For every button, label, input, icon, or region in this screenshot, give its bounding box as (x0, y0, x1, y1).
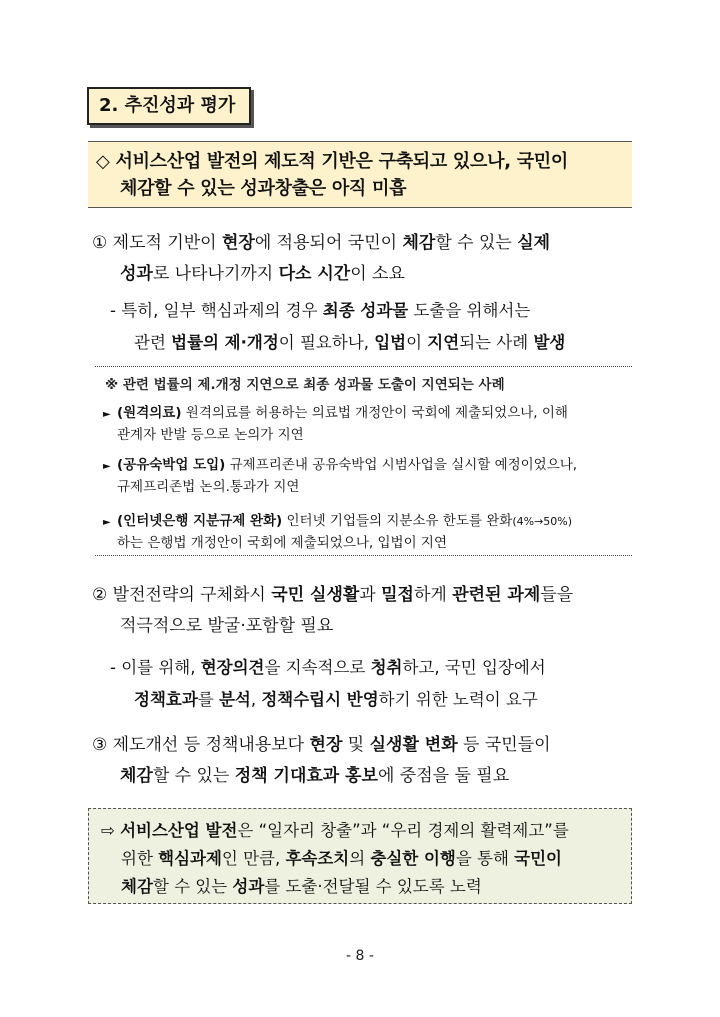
sub-1-g: 입법 (374, 333, 407, 352)
conclusion-b: 서비스산업 발전 (120, 821, 238, 840)
conclusion-l: 체감 (121, 877, 153, 896)
conclusion-e: 핵심과제 (158, 849, 222, 868)
item-3-g: 할 수 있는 (152, 766, 235, 786)
conclusion-n: 성과 (232, 877, 265, 896)
sub-1 (110, 295, 644, 359)
item-1-marker: ① (92, 233, 108, 253)
item-1-text-c: 에 적용되어 국민이 (254, 233, 403, 253)
note-item-1-text2: 관계자 반발 등으로 논의가 지연 (117, 427, 304, 443)
sub-2-row2 (110, 684, 644, 716)
conclusion-d: 위한 (121, 849, 159, 868)
note-item-3-text1: 인터넷 기업들의 지분소유 한도를 완화 (282, 513, 513, 529)
conclusion-o: 를 도출·전달될 수 있도록 노력 (264, 877, 482, 896)
sub-2-c: 을 지속적으로 (264, 658, 371, 677)
note-item-3-text2: 하는 은행법 개정안이 국회에 제출되었으나, 입법이 지연 (117, 535, 447, 551)
item-2-b: 국민 실생활 (271, 585, 360, 605)
sub-1-f: 이 필요하나, (278, 333, 375, 352)
sub-2-f: 정책효과 (134, 690, 198, 709)
item-3-d: 실생활 변화 (369, 735, 458, 755)
sub-1-j: 되는 사례 (459, 333, 534, 352)
conclusion-f: 인 만큼, (221, 849, 286, 868)
item-3-i: 에 중점을 둘 필요 (377, 766, 510, 786)
conclusion-j: 을 통해 (455, 849, 515, 868)
item-2-g: 들을 (540, 585, 574, 605)
sub-1-k: 발생 (533, 333, 566, 352)
sub-1-d: 관련 (134, 333, 172, 352)
item-3-row2 (92, 761, 644, 792)
page-number: - 8 - (346, 948, 374, 964)
conclusion-i: 충실한 이행 (370, 849, 456, 868)
sub-2-d: 청취 (370, 658, 403, 677)
item-1 (92, 228, 644, 290)
item-2-f: 관련된 과제 (452, 585, 541, 605)
sub-2-i: , (250, 690, 262, 709)
sub-2-k: 하기 위한 노력이 요구 (378, 690, 538, 709)
note-item-1 (103, 403, 628, 446)
sub-2-b: 현장의견 (200, 658, 265, 677)
item-3-h: 정책 기대효과 홍보 (234, 766, 378, 786)
item-2-marker: ② (92, 585, 108, 605)
note-item-1-text1: 원격의료를 허용하는 의료법 개정안이 국회에 제출되었으나, 이해 (181, 405, 568, 421)
item-2-a: 발전전략의 구체화시 (112, 585, 272, 605)
sub-2-e: 하고, 국민 입장에서 (402, 658, 546, 677)
note-item-3-small: (4%→50%) (512, 515, 573, 528)
item-1-text-d: 체감 (402, 233, 436, 253)
sub-1-c: 도출을 위해서는 (408, 301, 531, 320)
note-item-2-text1: 규제프리존내 공유숙박업 시범사업을 실시할 예정이었으나, (225, 457, 578, 473)
sub-2 (110, 652, 644, 716)
item-2 (92, 580, 644, 642)
section-title: 2. 추진성과 평가 (87, 87, 251, 125)
conclusion-g: 후속조치 (285, 849, 350, 868)
conclusion-k: 국민이 (514, 849, 562, 868)
triangle-bullet-icon: ► (103, 409, 111, 420)
conclusion-row3 (101, 873, 631, 901)
item-3-marker: ③ (92, 735, 108, 755)
item-1-text-h: 로 나타나기까지 (152, 264, 279, 284)
sub-2-j: 정책수립시 반영 (261, 690, 379, 709)
note-item-2-tag: (공유숙박업 도입) (117, 457, 226, 473)
sub-1-e: 법률의 제·개정 (171, 333, 279, 352)
summary-box (88, 141, 632, 208)
note-item-2-text2: 규제프리존법 논의.통과가 지연 (117, 479, 300, 495)
item-1-text-f: 실제 (517, 233, 551, 253)
sub-1-a: - 특히, 일부 핵심과제의 경우 (110, 301, 323, 320)
conclusion-m: 할 수 있는 (152, 877, 233, 896)
conclusion-h: 의 (349, 849, 371, 868)
sub-1-i: 지연 (427, 333, 460, 352)
sub-2-h: 분석 (218, 690, 251, 709)
item-1-text-e: 할 수 있는 (435, 233, 518, 253)
summary-line2: 체감할 수 있는 성과창출은 아직 미흡 (120, 178, 407, 199)
note-title: ※ 관련 법률의 제.개정 지연으로 최종 성과물 도출이 지연되는 사례 (105, 377, 505, 393)
item-3-b: 현장 (309, 735, 343, 755)
summary-line1: ◇ 서비스산업 발전의 제도적 기반은 구축되고 있으나, 국민이 (96, 151, 568, 172)
item-2-c: 과 (359, 585, 382, 605)
triangle-bullet-icon: ► (103, 461, 111, 472)
item-2-e: 하게 (413, 585, 453, 605)
item-1-text-g: 성과 (120, 264, 153, 284)
note-item-1-tag: (원격의료) (117, 405, 182, 421)
item-1-row2 (92, 259, 644, 290)
note-item-3 (103, 511, 628, 554)
item-2-row2: 적극적으로 발굴·포함할 필요 (120, 616, 334, 636)
item-1-text-a: 제도적 기반이 (112, 233, 222, 253)
arrow-right-icon: ⇨ (101, 821, 121, 840)
sub-2-a: - 이를 위해, (110, 658, 201, 677)
item-3 (92, 730, 644, 792)
note-box (95, 366, 632, 556)
note-item-2 (103, 455, 628, 498)
note-item-3-tag: (인터넷은행 지분규제 완화) (117, 513, 283, 529)
item-1-text-i: 다소 시간 (278, 264, 351, 284)
item-1-text-b: 현장 (222, 233, 255, 253)
item-3-a: 제도개선 등 정책내용보다 (112, 735, 310, 755)
sub-1-row2 (110, 327, 644, 359)
sub-2-g: 를 (197, 690, 219, 709)
sub-1-h: 이 (406, 333, 428, 352)
conclusion-c: 은 “일자리 창출”과 “우리 경제의 활력제고”를 (237, 821, 569, 840)
item-2-d: 밀접 (381, 585, 414, 605)
conclusion-box (88, 808, 632, 904)
item-1-text-j: 이 소요 (350, 264, 405, 284)
triangle-bullet-icon: ► (103, 517, 111, 528)
sub-1-b: 최종 성과물 (322, 301, 409, 320)
conclusion-row2 (101, 845, 631, 873)
item-3-f: 체감 (120, 766, 153, 786)
item-3-c: 및 (342, 735, 370, 755)
item-3-e: 등 국민들이 (457, 735, 551, 755)
